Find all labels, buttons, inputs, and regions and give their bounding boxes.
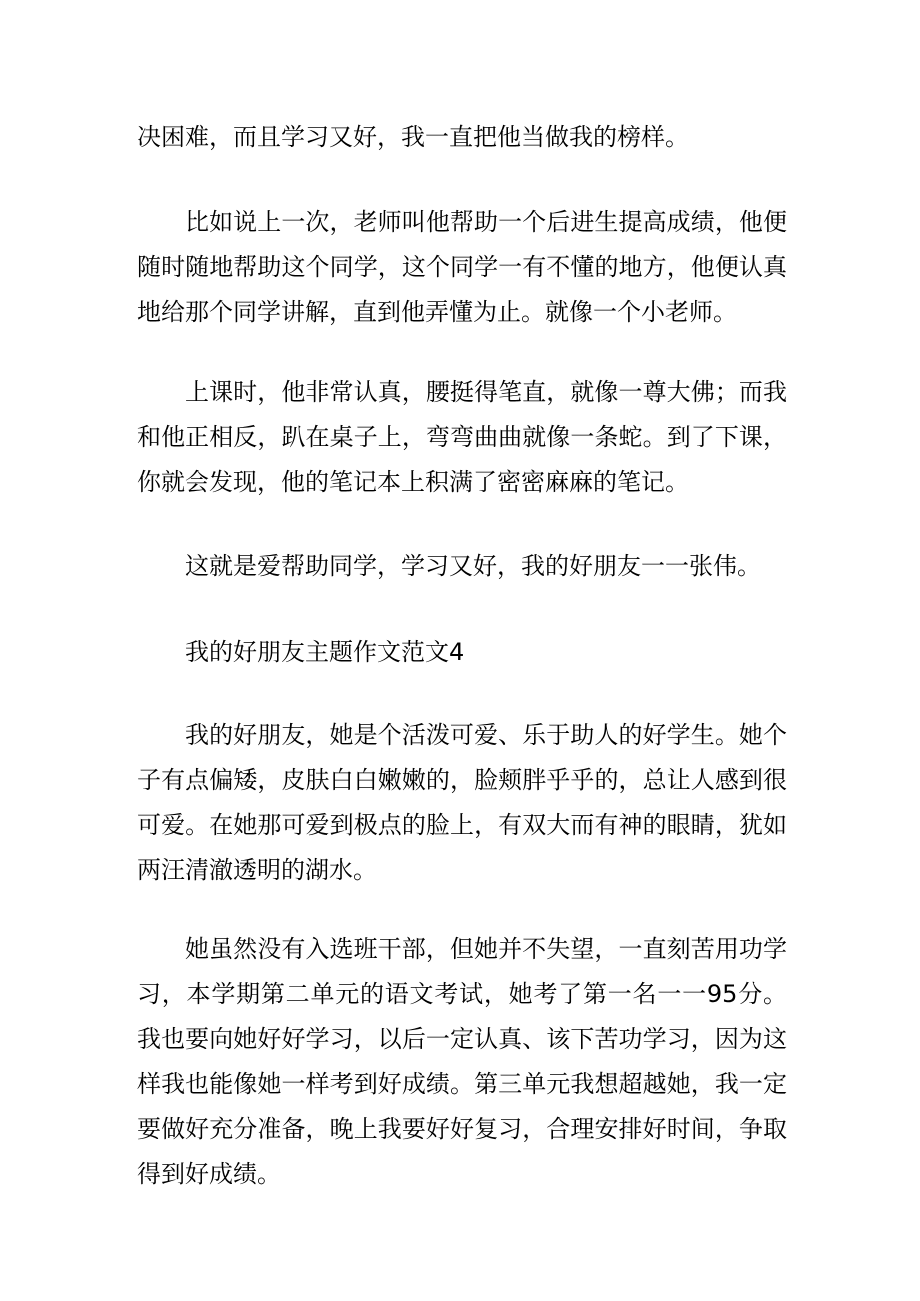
paragraph-helping-classmate: 比如说上一次，老师叫他帮助一个后进生提高成绩，他便随时随地帮助这个同学，这个同学一有不懂的地方，他便认真地给那个同学讲解，直到他弄懂为止。就像一个小老师。 bbox=[137, 208, 787, 326]
paragraph-continuation: 决困难，而且学习又好，我一直把他当做我的榜样。 bbox=[137, 123, 689, 151]
section-heading: 我的好朋友主题作文范文4 bbox=[185, 638, 465, 666]
paragraph-conclusion: 这就是爱帮助同学，学习又好，我的好朋友一一张伟。 bbox=[185, 552, 761, 580]
paragraph-in-class: 上课时，他非常认真，腰挺得笔直，就像一尊大佛；而我和他正相反，趴在桌子上，弯弯曲曲就像一条蛇。到了下课，你就会发现，他的笔记本上积满了密密麻麻的笔记。 bbox=[137, 378, 787, 496]
paragraph-friend-study: 她虽然没有入选班干部，但她并不失望，一直刻苦用功学习，本学期第二单元的语文考试，她考了第一名一一95分。我也要向她好好学习，以后一定认真、该下苦功学习，因为这样我也能像她一样考到好成绩。第三单元我想超越她，我一定要做好充分准备，晚上我要好好复习，合理安排好时间，争取得到好成绩。 bbox=[137, 935, 787, 1188]
paragraph-friend-description: 我的好朋友，她是个活泼可爱、乐于助人的好学生。她个子有点偏矮，皮肤白白嫩嫩的，脸颊胖乎乎的，总让人感到很可爱。在她那可爱到极点的脸上，有双大而有神的眼睛，犹如两汪清澈透明的湖水。 bbox=[137, 721, 787, 884]
